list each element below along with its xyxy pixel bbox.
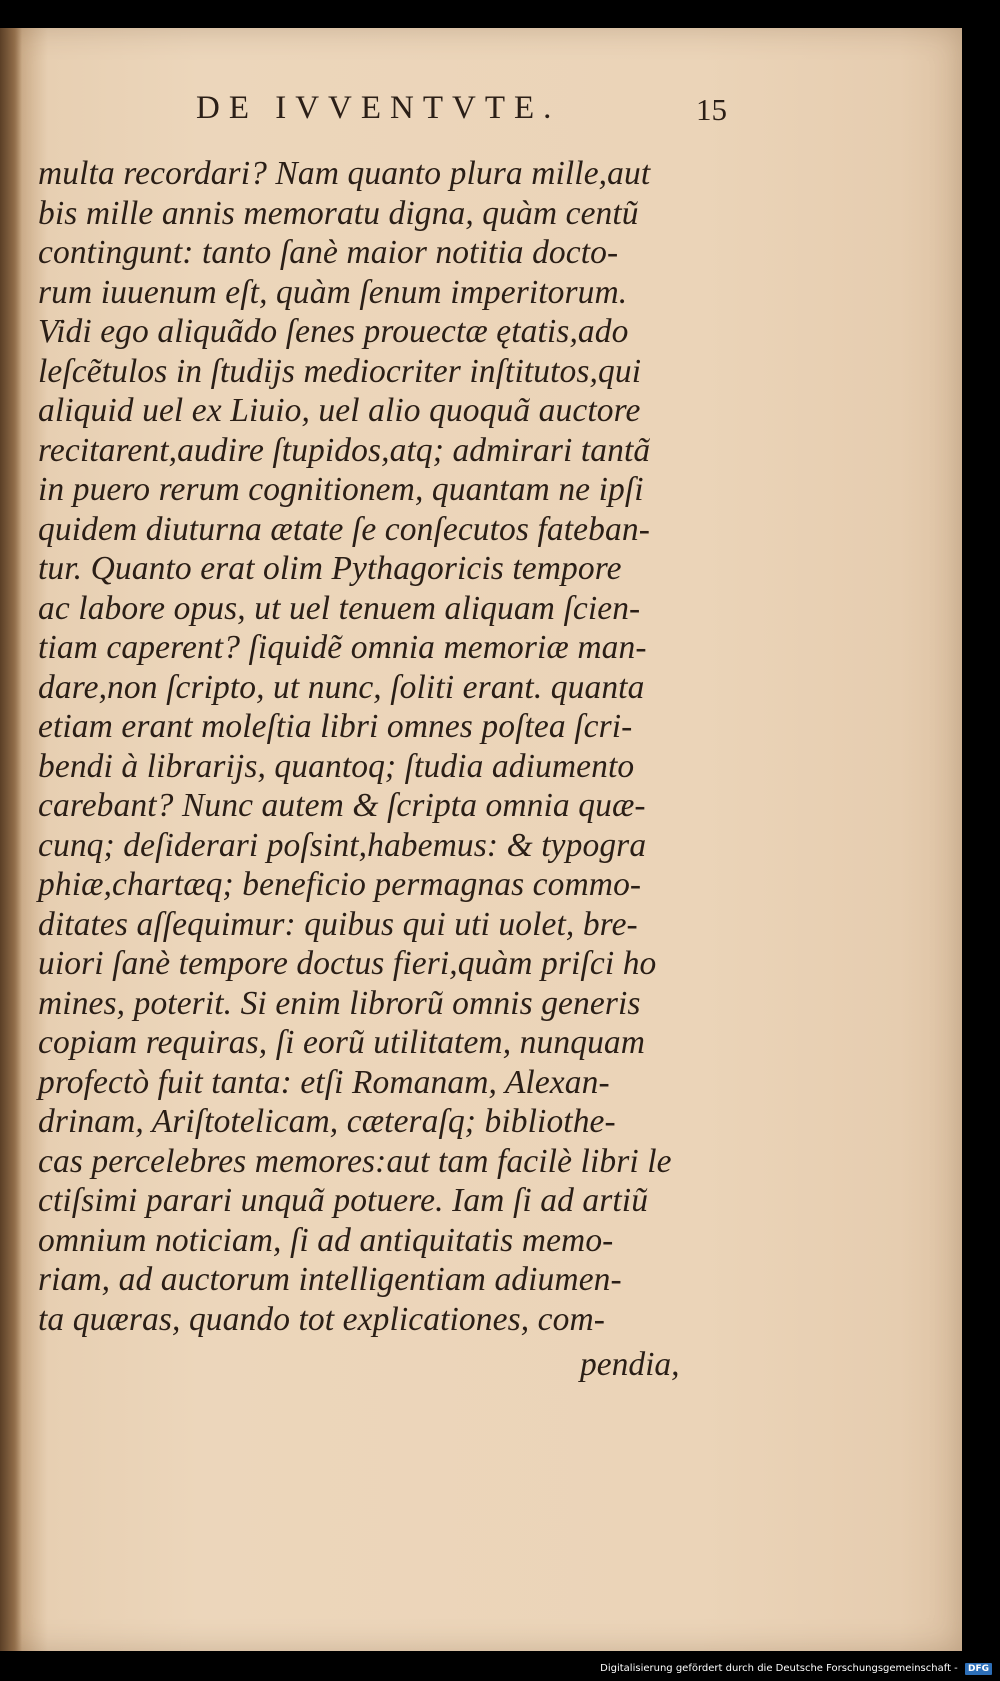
text-line: etiam erant moleſtia libri omnes poſtea ſcri- <box>38 708 633 745</box>
text-line: tiam caperent? ſiquidẽ omnia memoriæ man- <box>38 629 647 666</box>
credit-text: Digitalisierung gefördert durch die Deutsche Forschungsgemeinschaft - <box>600 1663 958 1674</box>
text-line: copiam requiras, ſi eorũ utilitatem, nunquam <box>38 1024 646 1061</box>
text-line: quidem diuturna ætate ſe conſecutos fateban- <box>38 510 650 548</box>
text-line: dare,non ſcripto, ut nunc, ſoliti erant. quanta <box>38 668 645 706</box>
text-line: in puero rerum cognitionem, quantam ne ipſi <box>38 471 644 508</box>
text-line: aliquid uel ex Liuio, uel alio quoquã auctore <box>38 392 641 429</box>
text-line: contingunt: tanto ſanè maior notitia docto- <box>38 234 619 271</box>
text-line: tur. Quanto erat olim Pythagoricis tempore <box>38 550 622 587</box>
text-line: ctiſsimi parari unquã potuere. Iam ſi ad artiũ <box>38 1182 649 1219</box>
text-line: bis mille annis memoratu digna, quàm centũ <box>38 194 639 232</box>
text-line: cunq; deſiderari poſsint,habemus: & typogra <box>38 826 647 864</box>
book-page <box>0 28 962 1651</box>
catchword: pendia, <box>580 1346 680 1383</box>
text-line: ta quæras, quando tot explicationes, com- <box>38 1300 606 1338</box>
digitization-credit <box>600 1663 992 1675</box>
running-head <box>0 90 962 136</box>
text-line: drinam, Ariſtotelicam, cæteraſq; bibliothe- <box>38 1103 616 1140</box>
text-line: uiori ſanè tempore doctus fieri,quàm priſci ho <box>38 945 657 982</box>
text-line: cas percelebres memores:aut tam facilè libri le <box>38 1142 672 1180</box>
text-line: Vidi ego aliquãdo ſenes prouectæ ętatis,ado <box>38 313 629 350</box>
text-line: profectò fuit tanta: etſi Romanam, Alexan- <box>38 1063 610 1101</box>
text-line: omnium noticiam, ſi ad antiquitatis memo- <box>38 1221 614 1259</box>
text-line: rum iuuenum eſt, quàm ſenum imperitorum. <box>38 273 628 311</box>
page-number: 15 <box>696 92 727 127</box>
text-line: phiæ,chartæq; beneficio permagnas commo- <box>38 866 642 903</box>
text-line: bendi à librarijs, quantoq; ſtudia adiumento <box>38 747 635 785</box>
page-spine-shadow <box>0 28 22 1651</box>
text-line: recitarent,audire ſtupidos,atq; admirari tantã <box>38 431 651 469</box>
running-head-title: DE IVVENTVTE. <box>196 90 561 126</box>
text-line: multa recordari? Nam quanto plura mille,aut <box>38 155 651 192</box>
text-line: leſcẽtulos in ſtudijs mediocriter inſtitutos,qui <box>38 352 642 390</box>
text-line: ditates aſſequimur: quibus qui uti uolet, bre- <box>38 905 638 943</box>
text-line: riam, ad auctorum intelligentiam adiumen- <box>38 1261 622 1298</box>
text-block <box>38 154 728 1339</box>
text-line: ac labore opus, ut uel tenuem aliquam ſcien- <box>38 589 641 627</box>
dfg-logo: DFG <box>965 1663 992 1675</box>
text-line: carebant? Nunc autem & ſcripta omnia quæ- <box>38 787 646 824</box>
text-line: mines, poterit. Si enim librorũ omnis generis <box>38 984 641 1022</box>
